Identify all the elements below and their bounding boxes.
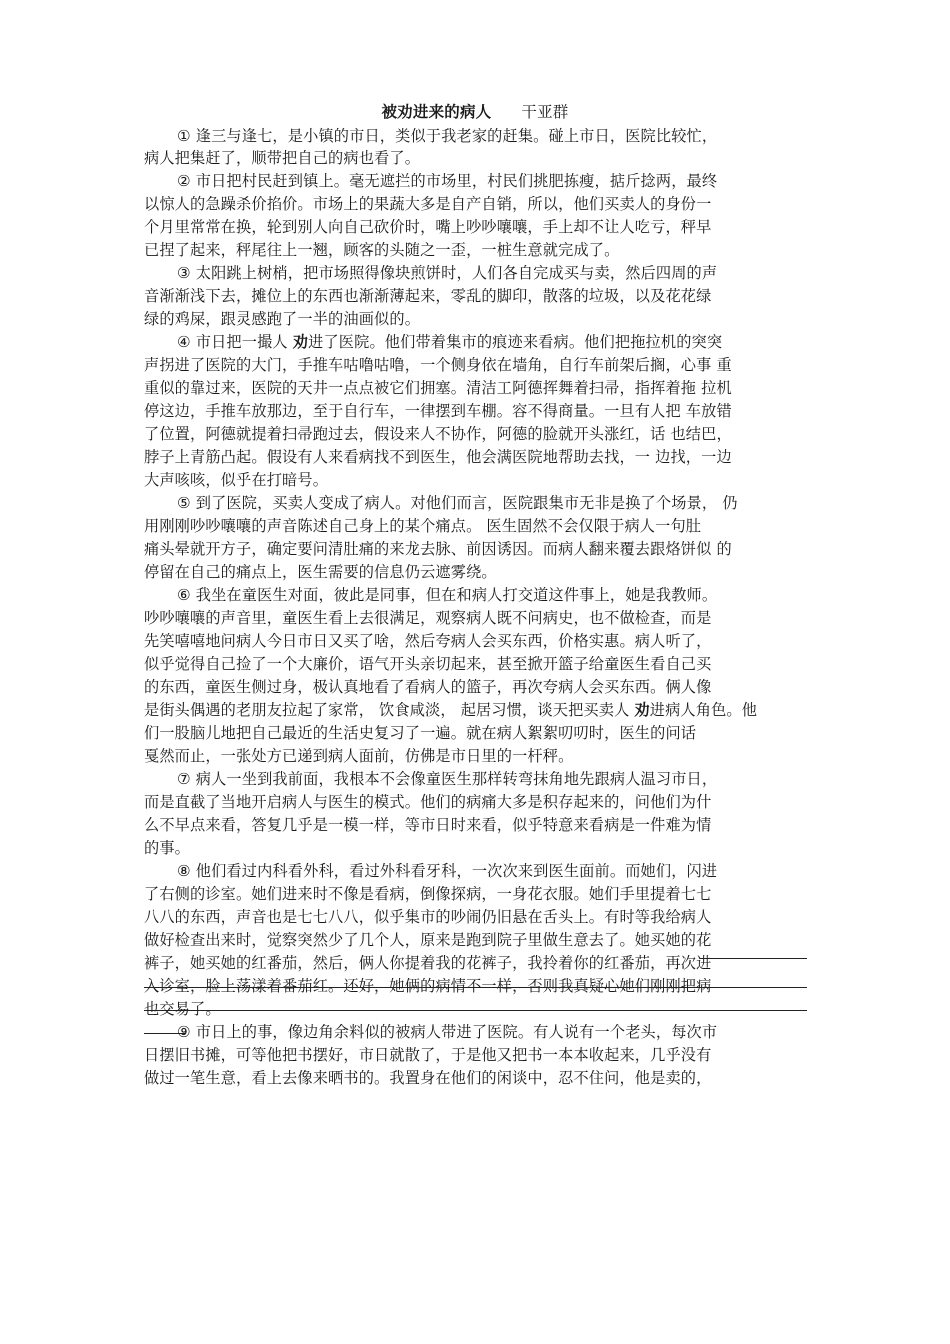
- text-line: 了右侧的诊室。她们进来时不像是看病，倒像探病，一身花衣服。她们手里提着七七: [144, 885, 712, 903]
- text-line: 停留在自己的痛点上，医生需要的信息仍云遮雾绕。: [144, 563, 497, 581]
- text-line: ③ 太阳跳上树梢，把市场照得像块煎饼时，人们各自完成买与卖，然后四周的声: [177, 264, 718, 282]
- text-line: 先笑嘻嘻地问病人今日市日又买了啥，然后夸病人会买东西，价格实惠。病人听了，: [144, 632, 712, 650]
- text-line: 个月里常常在换，轮到别人向自己砍价时，嘴上吵吵嚷嚷，手上却不让人吃亏，秤早: [144, 218, 712, 236]
- text-line: 大声咳咳，似乎在打暗号。: [144, 471, 329, 489]
- text-line: 声拐进了医院的大门，手推车咕噜咕噜，一个侧身依在墙角，自行车前架后搁，心事 重: [144, 356, 732, 374]
- text-line: 也交易了。: [144, 1000, 221, 1018]
- text-line: 做好检查出来时，觉察突然少了几个人，原来是跑到院子里做生意去了。她买她的花: [144, 931, 712, 949]
- text-line: 病人把集赶了，顺带把自己的病也看了。: [144, 149, 421, 167]
- text-line: 停这边，手推车放那边，至于自行车，一律摆到车棚。容不得商量。一旦有人把 车放错: [144, 402, 732, 420]
- text-line: ⑦ 病人一坐到我前面，我根本不会像童医生那样转弯抹角地先跟病人温习市日，: [177, 770, 718, 788]
- text-line: 日摆旧书摊，可等他把书摆好，市日就散了，于是他又把书一本本收起来，几乎没有: [144, 1046, 712, 1064]
- text-line: 音渐渐浅下去，摊位上的东西也渐渐薄起来，零乱的脚印，散落的垃圾，以及花花绿: [144, 287, 712, 305]
- text-line: ⑧ 他们看过内科看外科，看过外科看牙科，一次次来到医生面前。而她们，闪进: [177, 862, 718, 880]
- text-line: 入诊室，脸上荡漾着番茄红。还好，她俩的病情不一样，否则我真疑心她们刚刚把病: [144, 977, 712, 995]
- text-line: ② 市日把村民赶到镇上。毫无遮拦的市场里，村民们挑肥拣瘦，掂斤捻两，最终: [177, 172, 718, 190]
- author-name: 干亚群: [521, 103, 569, 121]
- text-line: 八八的东西，声音也是七七八八，似乎集市的吵闹仍旧悬在舌头上。有时等我给病人: [144, 908, 712, 926]
- horizontal-rule: [144, 987, 807, 988]
- text-line: ① 逢三与逢七，是小镇的市日，类似于我老家的赶集。碰上市日，医院比较忙，: [177, 127, 718, 145]
- text-line: 重似的靠过来，医院的天井一点点被它们拥塞。清洁工阿德挥舞着扫帚，指挥着拖 拉机: [144, 379, 732, 397]
- text-line: 绿的鸡屎，跟灵感跑了一半的油画似的。: [144, 310, 421, 328]
- text-line: 做过一笔生意，看上去像来晒书的。我置身在他们的闲谈中，忍不住问，他是卖的，: [144, 1069, 712, 1087]
- article-title: 被劝进来的病人: [381, 103, 492, 121]
- horizontal-rule: [700, 958, 807, 959]
- text-line: 们一股脑儿地把自己最近的生活史复习了一遍。就在病人絮絮叨叨时，医生的问话: [144, 724, 697, 742]
- text-line: 吵吵嚷嚷的声音里，童医生看上去很满足，观察病人既不问病史，也不做检查，而是: [144, 609, 712, 627]
- horizontal-rule: [144, 1033, 186, 1034]
- text-line: 似乎觉得自己捡了一个大廉价，语气开头亲切起来，甚至掀开篮子给童医生看自己买: [144, 655, 712, 673]
- text-line: 以惊人的急躁杀价掐价。市场上的果蔬大多是自产自销，所以，他们买卖人的身份一: [144, 195, 712, 213]
- text-line: 用刚刚吵吵嚷嚷的声音陈述自己身上的某个痛点。 医生固然不会仅限于病人一句肚: [144, 517, 702, 535]
- text-line: ⑤ 到了医院，买卖人变成了病人。对他们而言，医院跟集市无非是换了个场景， 仍: [177, 494, 738, 512]
- horizontal-rule: [144, 1010, 807, 1011]
- text-line: 的事。: [144, 839, 191, 857]
- text-line: 裤子，她买她的红番茄，然后，俩人你提着我的花裤子，我拎着你的红番茄，再次进: [144, 954, 712, 972]
- text-line: 了位置，阿德就提着扫帚跑过去，假设来人不协作，阿德的脸就开头涨红，话 也结巴，: [144, 425, 732, 443]
- text-line: 已捏了起来，秤尾往上一翘，顾客的头随之一歪，一桩生意就完成了。: [144, 241, 620, 259]
- bold-character: 劝: [634, 701, 650, 719]
- text-line: 的东西，童医生侧过身，极认真地看了看病人的篮子，再次夸病人会买东西。俩人像: [144, 678, 712, 696]
- text-line: ④ 市日把一撮人 劝进了医院。他们带着集市的痕迹来看病。他们把拖拉机的突突: [177, 333, 723, 351]
- text-line: 戛然而止，一张处方已递到病人面前，仿佛是市日里的一杆秤。: [144, 747, 574, 765]
- bold-character: 劝: [292, 333, 309, 351]
- text-line: 痛头晕就开方子，确定要问清肚痛的来龙去脉、前因诱因。而病人翻来覆去跟烙饼似 的: [144, 540, 732, 558]
- text-line: 么不早点来看，答复几乎是一模一样，等市日时来看，似乎特意来看病是一件难为情: [144, 816, 712, 834]
- title-line: [0, 100, 950, 124]
- text-line: ⑨ 市日上的事，像边角余料似的被病人带进了医院。有人说有一个老头，每次市: [177, 1023, 718, 1041]
- text-line: 是街头偶遇的老朋友拉起了家常， 饮食咸淡， 起居习惯，谈天把买卖人 劝进病人角色。他: [144, 701, 758, 719]
- text-line: 而是直截了当地开启病人与医生的模式。他们的病痛大多是积存起来的，问他们为什: [144, 793, 712, 811]
- text-line: 脖子上青筋凸起。假设有人来看病找不到医生，他会满医院地帮助去找，一 边找，一边: [144, 448, 732, 466]
- text-line: ⑥ 我坐在童医生对面，彼此是同事，但在和病人打交道这件事上，她是我教师。: [177, 586, 718, 604]
